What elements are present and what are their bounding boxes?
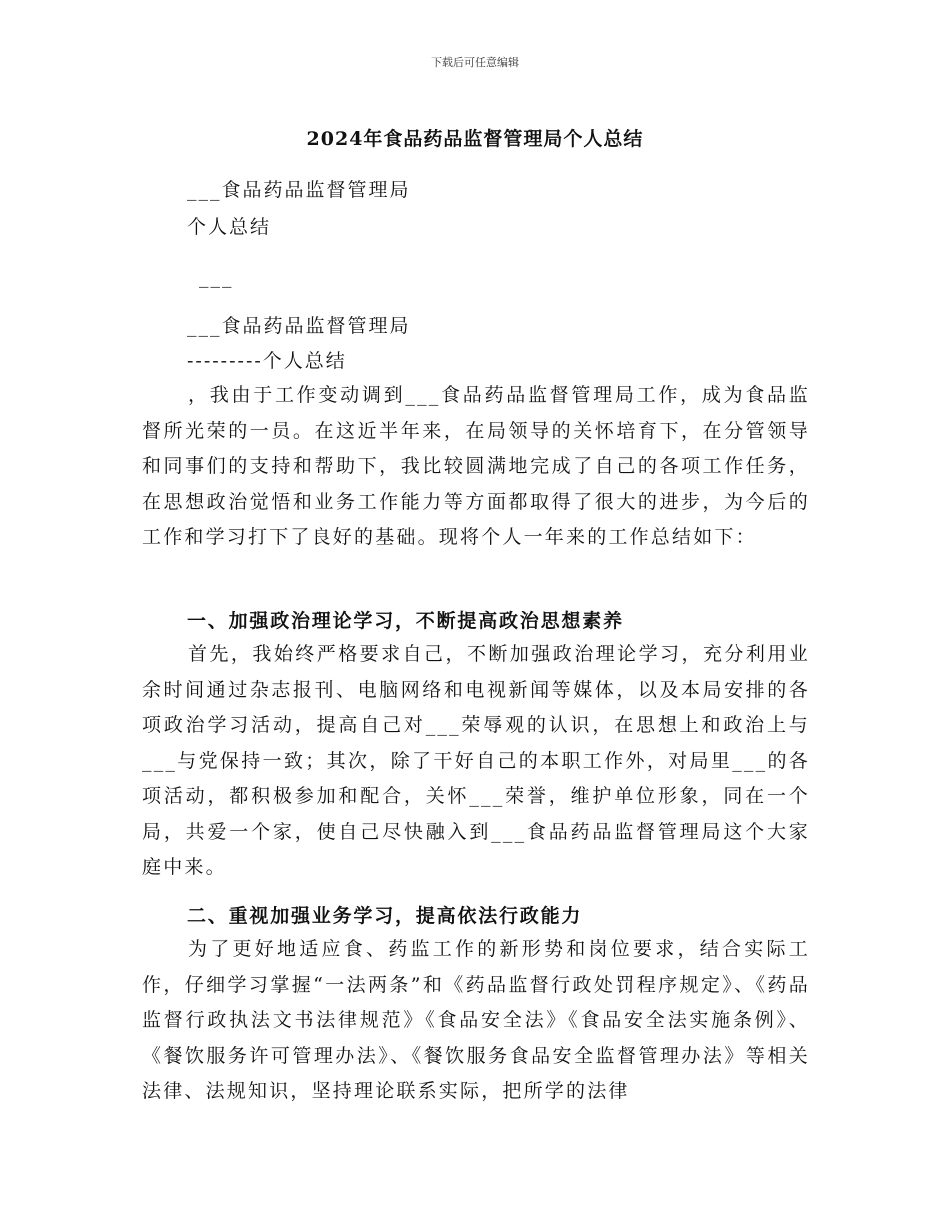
document-title: 2024年食品药品监督管理局个人总结 bbox=[306, 128, 644, 150]
page-header-note: 下载后可任意编辑 bbox=[431, 56, 519, 69]
section-paragraph-business: 为了更好地适应食、药监工作的新形势和岗位要求，结合实际工作，仔细学习掌握“一法两条”和《药品监督行政处罚程序规定》、《药品监督行政执法文书法律规范》《食品安全法》《食品安全法实施条例》、《餐饮服务许可管理办法》、《餐饮服务食品安全监督管理办法》等相关法律、法规知识，坚持理论联系实际，把所学的法律 bbox=[142, 938, 810, 1102]
section-heading-politics: 一、加强政治理论学习，不断提高政治思想素养 bbox=[187, 610, 624, 632]
intro-line-bureau-repeat: ___食品药品监督管理局 bbox=[187, 315, 411, 337]
section-paragraph-politics: 首先，我始终严格要求自己，不断加强政治理论学习，充分利用业余时间通过杂志报刊、电脑网络和电视新闻等媒体，以及本局安排的各项政治学习活动，提高自己对___荣辱观的认识，在思想上和政治上与___与党保持一致；其次，除了干好自己的本职工作外，对局里___的各项活动，都积极参加和配合，关怀___荣誉，维护单位形象，同在一个局，共爱一个家，使自己尽快融入到___食品药品监督管理局这个大家庭中来。 bbox=[142, 643, 810, 878]
intro-line-dashed-summary: ---------个人总结 bbox=[187, 350, 347, 372]
intro-line-blank: ___ bbox=[199, 266, 234, 288]
opening-paragraph: ，我由于工作变动调到___食品药品监督管理局工作，成为食品监督所光荣的一员。在这近半年来，在局领导的关怀培育下，在分管领导和同事们的支持和帮助下，我比较圆满地完成了自己的各项工作任务，在思想政治觉悟和业务工作能力等方面都取得了很大的进步，为今后的工作和学习打下了良好的基础。现将个人一年来的工作总结如下： bbox=[142, 384, 810, 548]
intro-line-summary: 个人总结 bbox=[187, 216, 272, 238]
intro-line-bureau: ___食品药品监督管理局 bbox=[187, 179, 411, 201]
section-heading-business: 二、重视加强业务学习，提高依法行政能力 bbox=[187, 905, 583, 927]
